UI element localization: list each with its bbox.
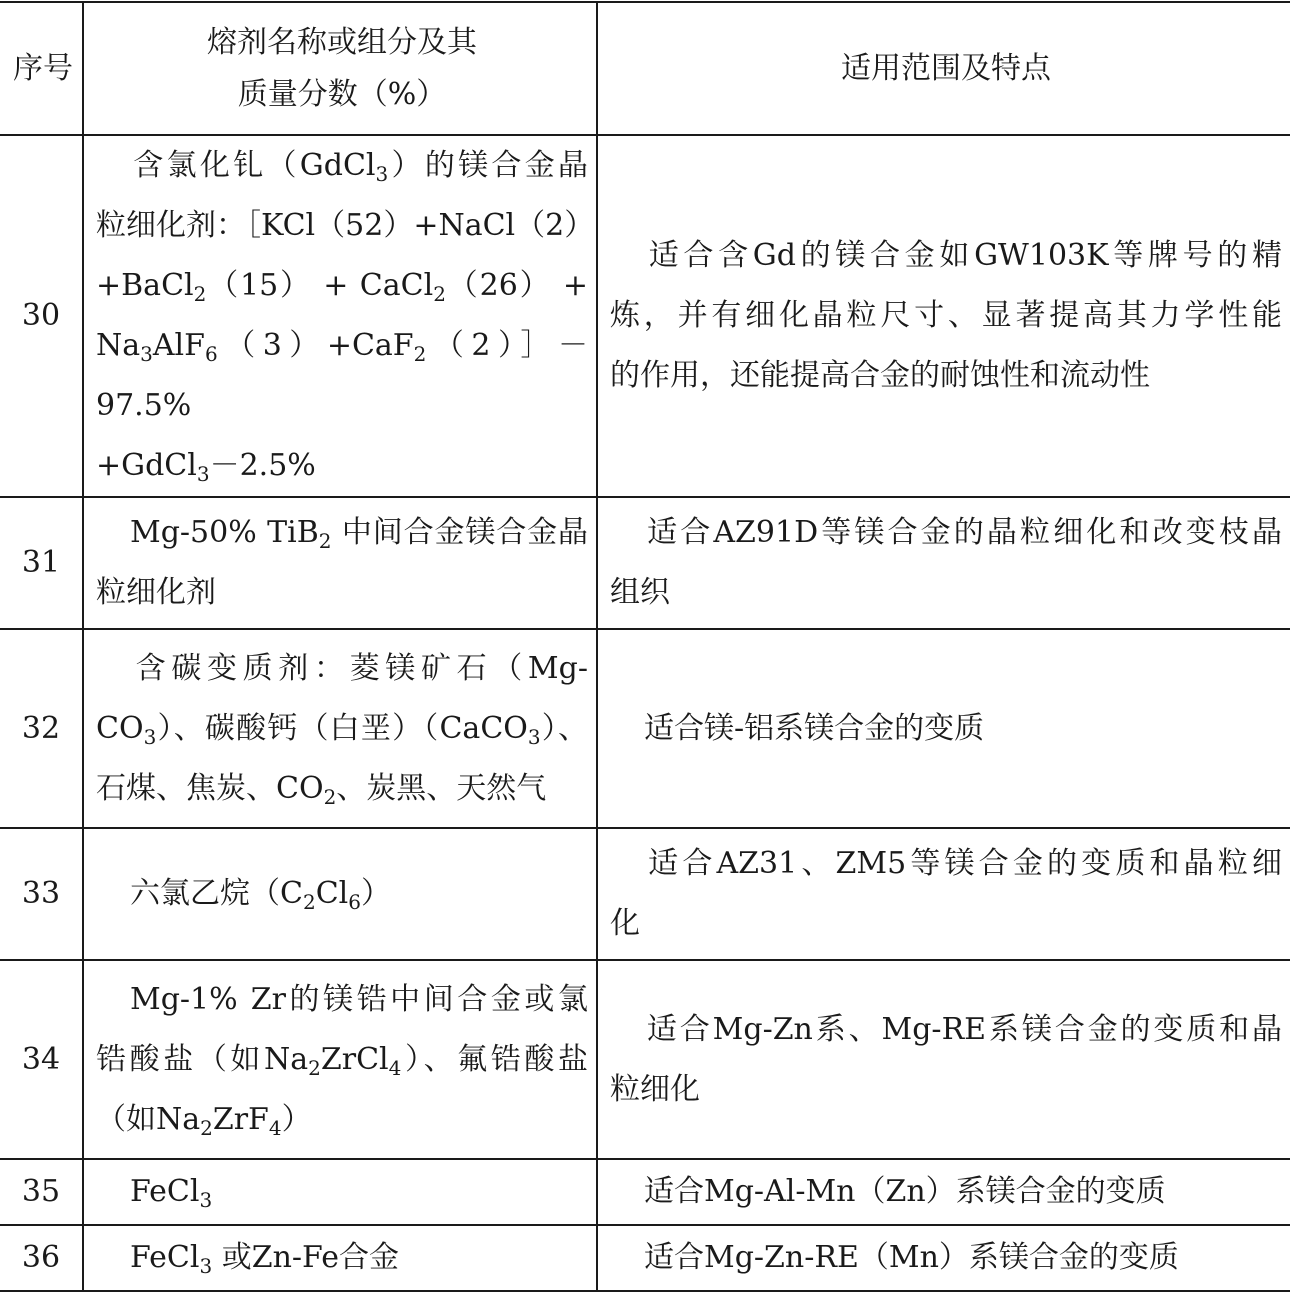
description-line: 适合镁-铝系镁合金的变质 — [644, 710, 985, 746]
flux-composition — [83, 497, 597, 629]
composition-line: +GdCl$_3$－2.5% — [96, 448, 316, 486]
description-line: 粒细化 — [610, 1071, 700, 1107]
table-row — [0, 1159, 1290, 1225]
application-description — [597, 828, 1290, 960]
header-application: 适用范围及特点 — [597, 2, 1290, 135]
header-composition: 熔剂名称或组分及其 质量分数（%） — [83, 2, 597, 135]
description-line: 适合AZ31、ZM5等镁合金的变质和晶粒细 — [644, 846, 1282, 881]
composition-line: 石煤、焦炭、$CO_2$、炭黑、天然气 — [96, 770, 547, 809]
description-line: 适合Mg-Zn-RE（Mn）系镁合金的变质 — [644, 1240, 1179, 1275]
table-row — [0, 960, 1290, 1159]
composition-line: Mg-50% TiB$_2$ 中间合金镁合金晶 — [130, 515, 588, 553]
table-row — [0, 629, 1290, 828]
description-line: 适合Mg-Al-Mn（Zn）系镁合金的变质 — [644, 1174, 1166, 1209]
description-line: 化 — [610, 906, 640, 941]
description-line: 组织 — [610, 575, 670, 610]
composition-line: Mg-1% Zr的镁锆中间合金或氯 — [130, 981, 588, 1017]
flux-table — [0, 1, 1290, 1292]
flux-composition — [83, 828, 597, 960]
row-number: 35 — [0, 1159, 83, 1225]
table-row — [0, 497, 1290, 629]
row-number: 33 — [0, 828, 83, 960]
row-number: 32 — [0, 629, 83, 828]
header-row — [0, 2, 1290, 135]
row-number: 36 — [0, 1225, 83, 1291]
composition-line: FeCl$_3$ 或Zn-Fe合金 — [130, 1240, 399, 1278]
composition-line: $CO_3$）、碳酸钙（白垩）（CaCO$_3$）、 — [96, 710, 589, 749]
composition-line: 粒细化剂 — [96, 575, 216, 610]
header-number: 序号 — [0, 2, 83, 135]
composition-line: FeCl$_3$ — [130, 1174, 213, 1212]
composition-line: $Na_3AlF_6(3)+CaF_2(2)]-97.5\%$ — [96, 328, 588, 423]
composition-line: （如$Na_2ZrF_4$） — [96, 1101, 312, 1140]
application-description — [597, 629, 1290, 828]
application-description — [597, 1159, 1290, 1225]
application-description — [597, 960, 1290, 1159]
table-row — [0, 1225, 1290, 1291]
row-number: 34 — [0, 960, 83, 1159]
flux-composition — [83, 629, 597, 828]
description-line: 适合Mg-Zn系、Mg-RE系镁合金的变质和晶 — [644, 1011, 1282, 1047]
application-description — [597, 497, 1290, 629]
flux-composition — [83, 135, 597, 497]
description-line: 炼，并有细化晶粒尺寸、显著提高其力学性能 — [610, 298, 1282, 333]
composition-line: 六氯乙烷$(C_2Cl_6)$ — [130, 876, 391, 914]
composition-line: 粒细化剂：［KCl（52）+NaCl（2） — [96, 208, 595, 243]
table-row — [0, 828, 1290, 960]
flux-composition — [83, 960, 597, 1159]
composition-line: 含碳变质剂：菱镁矿石（Mg- — [130, 650, 588, 686]
description-line: 适合含Gd的镁合金如GW103K等牌号的精 — [644, 238, 1282, 273]
application-description — [597, 1225, 1290, 1291]
flux-composition — [83, 1225, 597, 1291]
description-line: 适合AZ91D等镁合金的晶粒细化和改变枝晶 — [644, 515, 1282, 550]
composition-line: 锆酸盐（如$Na_2ZrCl_4$）、氟锆酸盐 — [96, 1041, 589, 1080]
description-line: 的作用，还能提高合金的耐蚀性和流动性 — [610, 358, 1150, 393]
table-row — [0, 135, 1290, 497]
flux-composition — [83, 1159, 597, 1225]
composition-line: +BaCl$_2$（15） + CaCl$_2$（26） + — [96, 268, 588, 306]
row-number: 30 — [0, 135, 83, 497]
row-number: 31 — [0, 497, 83, 629]
application-description — [597, 135, 1290, 497]
composition-line: 含氯化钆（GdCl$_3$）的镁合金晶 — [130, 148, 589, 186]
